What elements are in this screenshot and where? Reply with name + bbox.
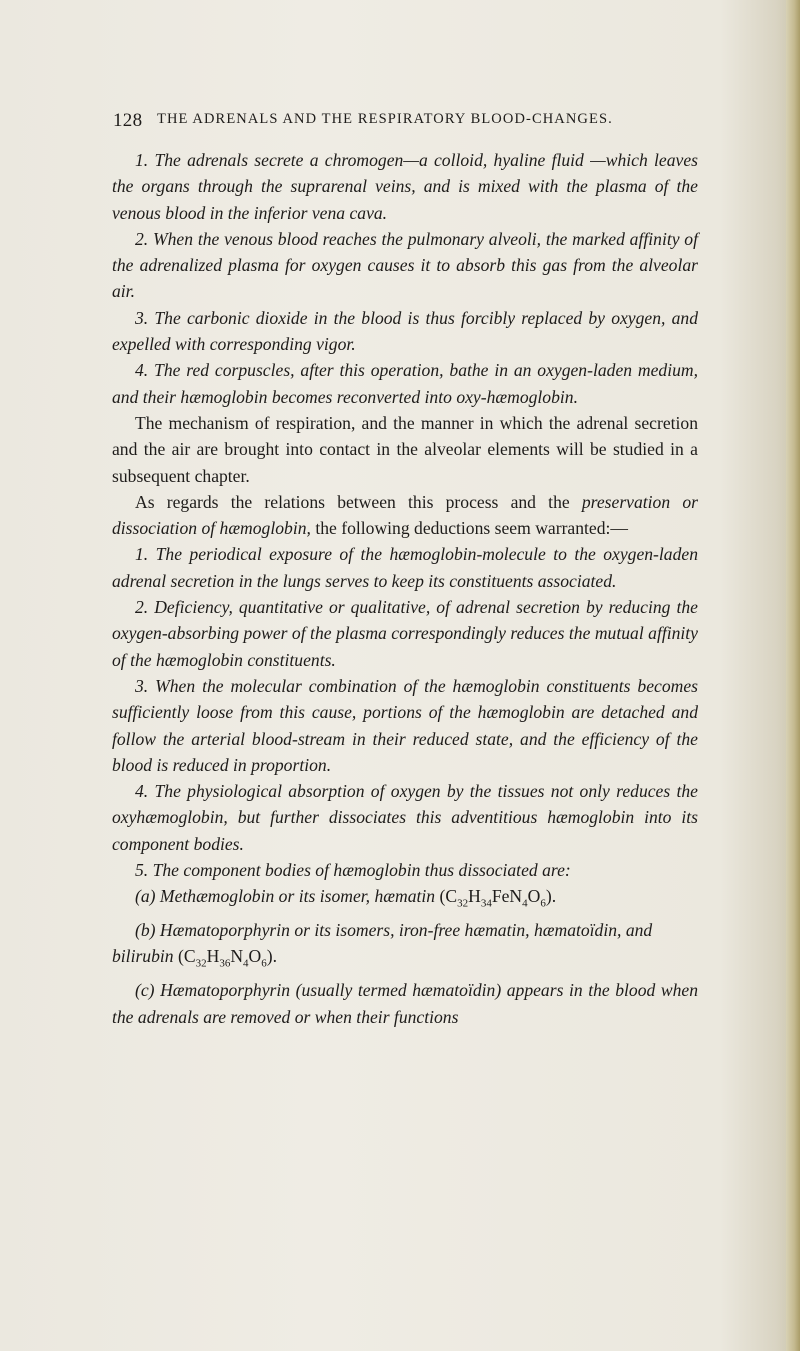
paragraph (112, 883, 698, 917)
page-number: 128 (113, 110, 143, 131)
paragraph: 1. The adrenals secrete a chromogen—a colloid, hyaline fluid —which leaves the organs through the suprarenal veins, and is mixed with the plasma of the venous blood in the inferior vena cava. (112, 150, 698, 223)
chemical-formula: $(C_{32}H_{34}FeN_4O_6)$. (439, 886, 557, 910)
paragraph-text: the following deductions seem warranted:— (310, 518, 629, 539)
paragraph: 2. When the venous blood reaches the pulmonary alveoli, the marked affinity of the adrenalized plasma for oxygen causes it to absorb this gas from the alveolar air. (112, 228, 698, 302)
chemical-formula: $(C_{32}H_{36}N_4O_6)$. (178, 946, 278, 970)
paragraph-text: As regards the relations between this process and the (135, 491, 582, 512)
paragraph: 4. The physiological absorption of oxygen by the tissues not only reduces the oxyhæmoglobin, but further dissociates this adventitious hæmoglobin into its component bodies. (112, 781, 698, 854)
paragraph-text: (b) Hæmatoporphyrin or its isomers, iron-free hæmatin, hæmatoïdin, and bilirubin (112, 920, 653, 967)
paragraph: 3. When the molecular combination of the hæmoglobin constituents becomes sufficiently loose from this cause, portions of the hæmoglobin are detached and follow the arterial blood-stream in their reduced state, and the efficiency of the blood is reduced in proportion. (112, 675, 698, 775)
paragraph: (c) Hæmatoporphyrin (usually termed hæmatoïdin) appears in the blood when the adrenals are removed or when their functions (112, 980, 698, 1027)
running-title: THE ADRENALS AND THE RESPIRATORY BLOOD-CHANGES. (157, 111, 613, 127)
page-edge (786, 0, 800, 1351)
paragraph: The mechanism of respiration, and the manner in which the adrenal secretion and the air are brought into contact in the alveolar elements will be studied in a subsequent chapter. (112, 412, 698, 486)
paragraph: 4. The red corpuscles, after this operation, bathe in an oxygen-laden medium, and their hæmoglobin becomes reconverted into oxy-hæmoglobin. (112, 360, 698, 407)
paragraph (112, 489, 698, 542)
paragraph-text: (a) Methæmoglobin or its isomer, hæmatin (135, 886, 440, 907)
emphasis-text: preservation or dissociation of hæmoglobin, (112, 491, 698, 539)
running-header (113, 110, 713, 134)
paragraph: 1. The periodical exposure of the hæmoglobin-molecule to the oxygen-laden adrenal secretion in the lungs serves to keep its constituents associated. (112, 544, 698, 591)
paragraph: 3. The carbonic dioxide in the blood is thus forcibly replaced by oxygen, and expelled with corresponding vigor. (112, 307, 698, 355)
body-text (112, 147, 698, 1030)
paragraph: 2. Deficiency, quantitative or qualitative, of adrenal secretion by reducing the oxygen-absorbing power of the plasma correspondingly reduces the mutual affinity of the hæmoglobin constituents. (112, 597, 698, 670)
paragraph (112, 917, 698, 977)
paragraph: 5. The component bodies of hæmoglobin thus dissociated are: (135, 860, 571, 881)
